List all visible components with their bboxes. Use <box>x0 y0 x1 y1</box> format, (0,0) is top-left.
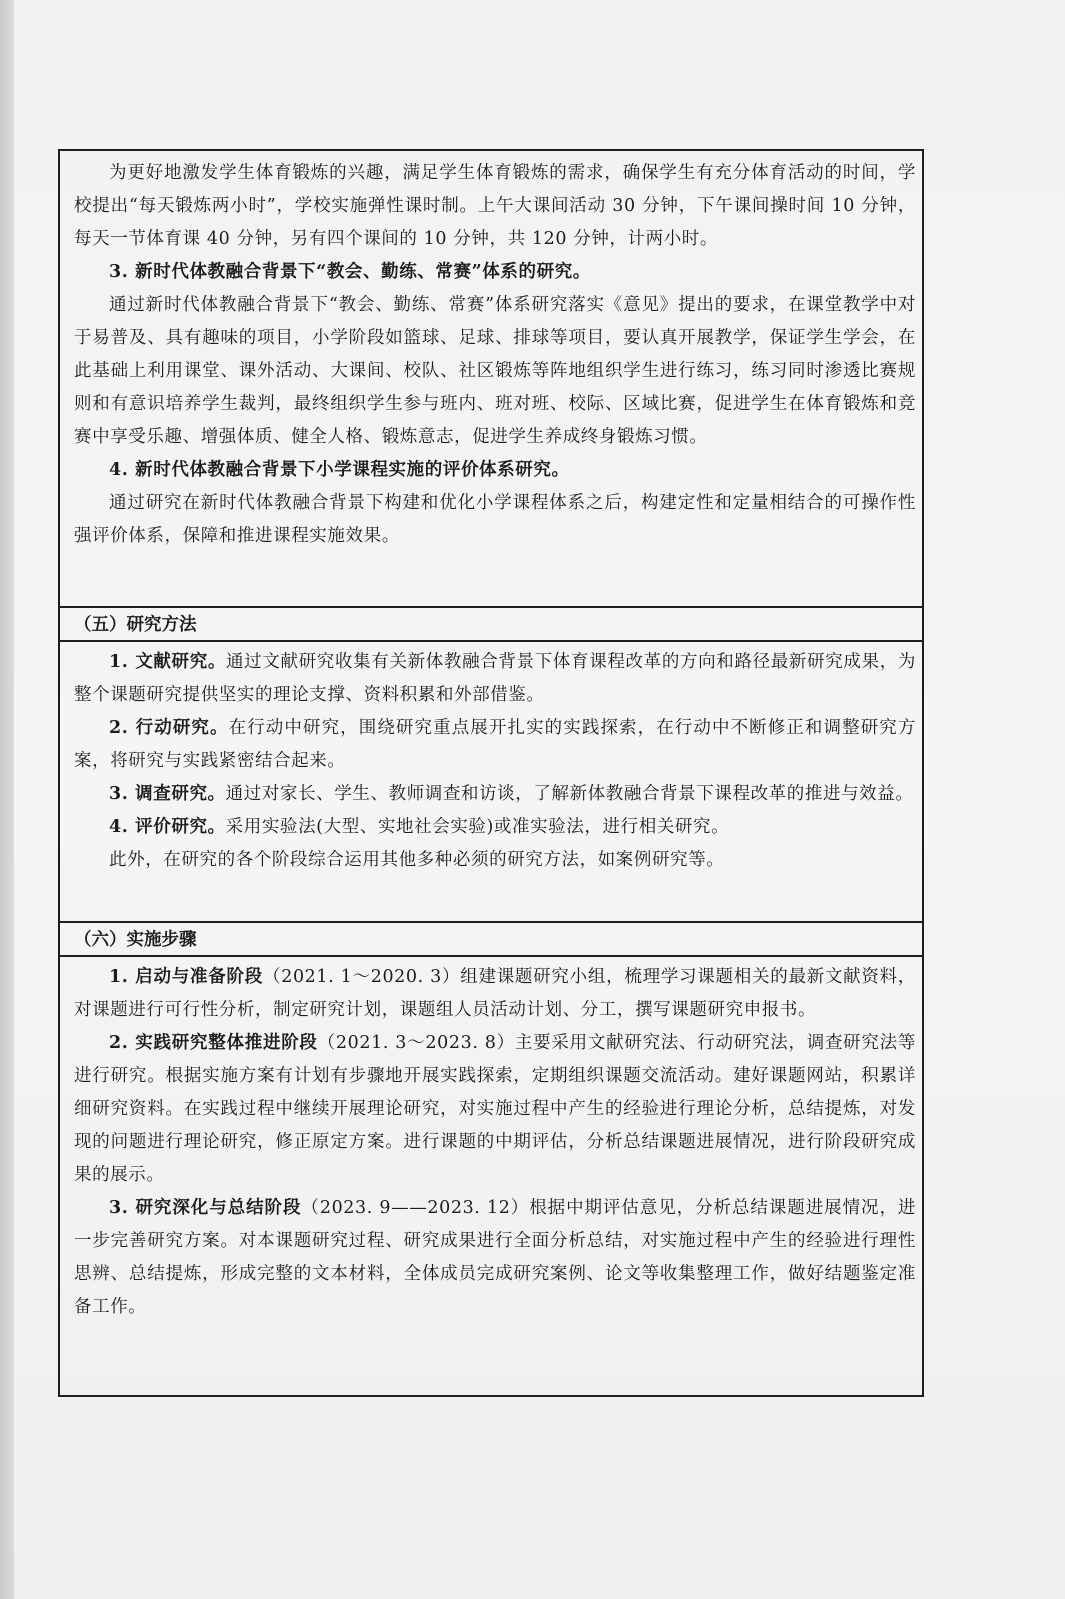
implementation-steps-header-row <box>60 923 922 957</box>
item-3-heading: 3. 新时代体教融合背景下“教会、勤练、常赛”体系的研究。 <box>109 262 591 282</box>
step-item <box>60 1192 922 1324</box>
research-methods-header-row <box>60 608 922 642</box>
method-text: 采用实验法(大型、实地社会实验)或准实验法，进行相关研究。 <box>225 817 730 837</box>
item-4-heading: 4. 新时代体教融合背景下小学课程实施的评价体系研究。 <box>109 460 570 480</box>
application-form-table <box>58 149 924 1397</box>
method-text: 通过对家长、学生、教师调查和访谈，了解新体教融合背景下课程改革的推进与效益。 <box>225 784 914 804</box>
step-label: 3. 研究深化与总结阶段 <box>109 1198 302 1218</box>
step-item <box>60 1027 922 1192</box>
step-item <box>60 961 922 1027</box>
method-item <box>60 778 922 811</box>
document-page <box>14 0 1065 1599</box>
step-text: （2021. 3～2023. 8）主要采用文献研究法、行动研究法，调查研究法等进行研究。根据实施方案有计划有步骤地开展实践探索，定期组织课题交流活动。建好课题网站，积累详细研究资料。在实践过程中继续开展理论研究，对实施过程中产生的经验进行理论分析，总结提炼，对发现的问题进行理论研究，修正原定方案。进行课题的中期评估，分析总结课题进展情况，进行阶段研究成果的展示。 <box>74 1033 916 1185</box>
research-methods-body <box>60 642 922 923</box>
method-text: 通过文献研究收集有关新体教融合背景下体育课程改革的方向和路径最新研究成果，为整个课题研究提供坚实的理论支撑、资料积累和外部借鉴。 <box>74 652 916 705</box>
research-methods-title: （五）研究方法 <box>74 615 197 635</box>
method-text: 在行动中研究，围绕研究重点展开扎实的实践探索，在行动中不断修正和调整研究方案，将研究与实践紧密结合起来。 <box>74 718 916 771</box>
step-text: （2023. 9——2023. 12）根据中期评估意见，分析总结课题进展情况，进一步完善研究方案。对本课题研究过程、研究成果进行全面分析总结，对实施过程中产生的经验进行理性思辨、总结提炼，形成完整的文本材料，全体成员完成研究案例、论文等收集整理工作，做好结题鉴定准备工作。 <box>74 1198 916 1317</box>
item-4-body: 通过研究在新时代体教融合背景下构建和优化小学课程体系之后，构建定性和定量相结合的可操作性强评价体系，保障和推进课程实施效果。 <box>74 493 916 546</box>
research-content-continued <box>60 151 922 608</box>
methods-closing: 此外，在研究的各个阶段综合运用其他多种必须的研究方法，如案例研究等。 <box>109 850 725 870</box>
method-label: 4. 评价研究。 <box>109 817 226 837</box>
item-3-body: 通过新时代体教融合背景下“教会、勤练、常赛”体系研究落实《意见》提出的要求，在课堂教学中对于易普及、具有趣味的项目，小学阶段如篮球、足球、排球等项目，要认真开展教学，保证学生学会，在此基础上利用课堂、课外活动、大课间、校队、社区锻炼等阵地组织学生进行练习，练习同时渗透比赛规则和有意识培养学生裁判，最终组织学生参与班内、班对班、校际、区域比赛，促进学生在体育锻炼和竞赛中享受乐趣、增强体质、健全人格、锻炼意志，促进学生养成终身锻炼习惯。 <box>74 295 916 447</box>
method-label: 1. 文献研究。 <box>109 652 227 672</box>
method-label: 2. 行动研究。 <box>109 718 229 738</box>
implementation-steps-title: （六）实施步骤 <box>74 930 197 950</box>
implementation-steps-body <box>60 957 922 1395</box>
method-item <box>60 646 922 712</box>
step-label: 1. 启动与准备阶段 <box>109 967 263 987</box>
step-text: （2021. 1～2020. 3）组建课题研究小组，梳理学习课题相关的最新文献资料，对课题进行可行性分析，制定研究计划，课题组人员活动计划、分工，撰写课题研究申报书。 <box>74 967 916 1020</box>
step-label: 2. 实践研究整体推进阶段 <box>109 1033 318 1053</box>
method-label: 3. 调查研究。 <box>109 784 226 804</box>
method-item <box>60 811 922 844</box>
method-item <box>60 712 922 778</box>
schedule-paragraph: 为更好地激发学生体育锻炼的兴趣，满足学生体育锻炼的需求，确保学生有充分体育活动的时间，学校提出“每天锻炼两小时”，学校实施弹性课时制。上午大课间活动 30 分钟，下午课间操时间 10 分钟，每天一节体育课 40 分钟，另有四个课间的 10 分钟，共 120 分钟，计两小时。 <box>74 163 916 249</box>
